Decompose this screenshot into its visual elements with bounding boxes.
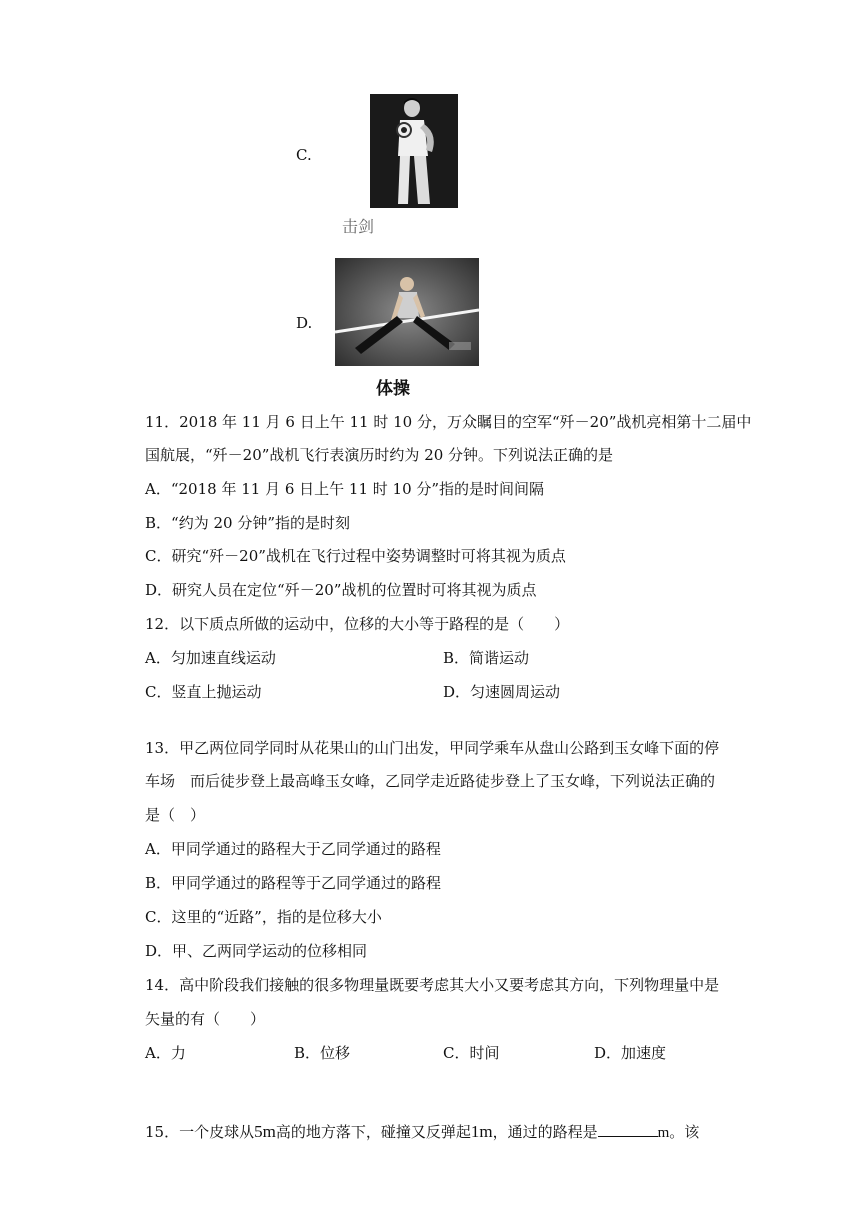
q13-stem-line1: 13．甲乙两位同学同时从花果山的山门出发，甲同学乘车从盘山公路到玉女峰下面的停 — [145, 739, 720, 757]
q12-option-c: C．竖直上抛运动 — [145, 683, 262, 701]
gymnastics-caption: 体操 — [376, 379, 410, 399]
q14-option-a: A．力 — [145, 1044, 186, 1062]
q15-rebound-value: 1m — [470, 1122, 493, 1141]
q15-answer-blank[interactable] — [598, 1122, 658, 1137]
q12-option-b: B．简谐运动 — [443, 649, 530, 667]
fencing-photo — [370, 94, 458, 208]
fencing-caption: 击剑 — [342, 217, 375, 236]
q15-text-2: 高的地方落下，碰撞又反弹起 — [275, 1123, 471, 1141]
q14-option-c: C．时间 — [443, 1044, 500, 1062]
q13-stem-line3: 是（ ） — [145, 806, 206, 824]
q13-option-a: A．甲同学通过的路程大于乙同学通过的路程 — [145, 840, 441, 858]
q14-option-d: D．加速度 — [594, 1044, 667, 1062]
q12-stem: 12．以下质点所做的运动中，位移的大小等于路程的是（ ） — [145, 615, 570, 633]
q14-stem-line1: 14．高中阶段我们接触的很多物理量既要考虑其大小又要考虑其方向，下列物理量中是 — [145, 976, 720, 994]
q13-option-d: D．甲、乙两同学运动的位移相同 — [145, 942, 368, 960]
q13-stem-line2: 车场 而后徒步登上最高峰玉女峰，乙同学走近路徒步登上了玉女峰，下列说法正确的 — [145, 772, 716, 790]
q15-text-1: 15．一个皮球从 — [145, 1123, 255, 1141]
q11-option-a: A．“2018 年 11 月 6 日上午 11 时 10 分”指的是时间间隔 — [145, 480, 545, 498]
q12-option-d: D．匀速圆周运动 — [443, 683, 561, 701]
q11-stem-line1: 11．2018 年 11 月 6 日上午 11 时 10 分，万众瞩目的空军“歼－20”战机亮相第十二届中 — [145, 413, 752, 431]
q11-option-d: D．研究人员在定位“歼－20”战机的位置时可将其视为质点 — [145, 581, 537, 599]
gymnastics-photo — [335, 258, 479, 366]
q15-unit: m — [657, 1125, 670, 1141]
q15-stem — [145, 1122, 699, 1143]
q15-text-3: ，通过的路程是 — [492, 1123, 598, 1141]
q12-option-a: A．匀加速直线运动 — [145, 649, 276, 667]
option-d-letter: D. — [296, 314, 313, 332]
q15-height-value: 5m — [254, 1122, 276, 1141]
q13-option-b: B．甲同学通过的路程等于乙同学通过的路程 — [145, 874, 442, 892]
q14-option-b: B．位移 — [294, 1044, 351, 1062]
q14-stem-line2: 矢量的有（ ） — [145, 1010, 266, 1028]
q13-option-c: C．这里的“近路”，指的是位移大小 — [145, 908, 382, 926]
option-c-letter: C. — [296, 146, 312, 164]
q15-text-4: 。该 — [669, 1123, 700, 1141]
q11-option-b: B．“约为 20 分钟”指的是时刻 — [145, 514, 350, 532]
q11-stem-line2: 国航展，“歼－20”战机飞行表演历时约为 20 分钟。下列说法正确的是 — [145, 446, 614, 464]
q11-option-c: C．研究“歼－20”战机在飞行过程中姿势调整时可将其视为质点 — [145, 547, 566, 565]
